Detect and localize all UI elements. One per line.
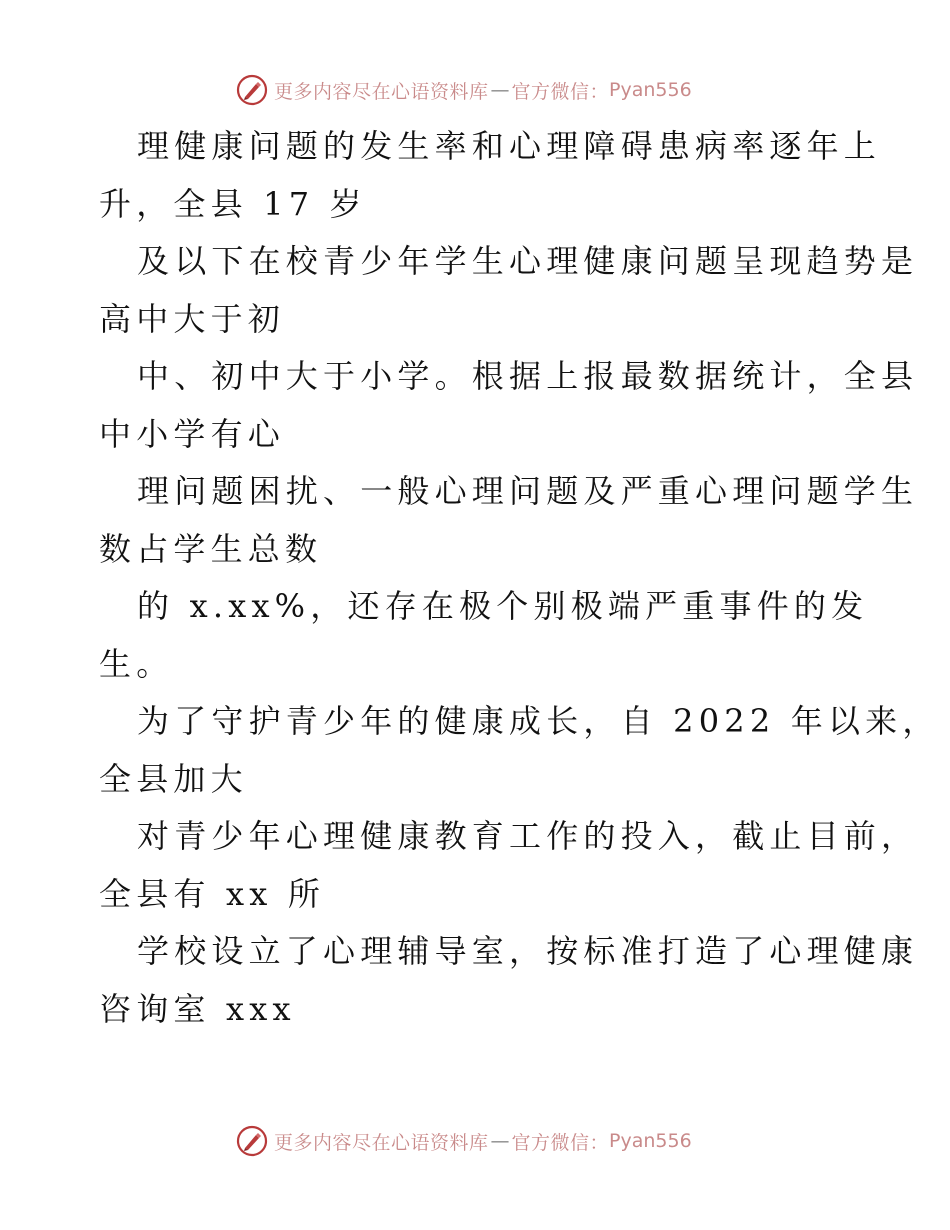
watermark-wechat-label: 官方微信： [511, 1131, 610, 1154]
watermark-separator: — [490, 1130, 510, 1152]
body-line: 为了守护青少年的健康成长，自 2022 年以来， [137, 702, 940, 740]
document-body [99, 118, 940, 1038]
watermark-text: 更多内容尽在心语资料库 [274, 80, 489, 103]
body-line: 对青少年心理健康教育工作的投入，截止目前， [137, 817, 919, 855]
body-line: 及以下在校青少年学生心理健康问题呈现趋势是 [137, 242, 919, 280]
body-line: 全县加大 [99, 759, 248, 798]
body-line: 咨询室 xxx [99, 989, 296, 1028]
watermark-wechat-id: Pyan556 [609, 79, 692, 101]
body-line: 中、初中大于小学。根据上报最数据统计，全县 [137, 357, 919, 395]
body-line: 理问题困扰、一般心理问题及严重心理问题学生 [137, 472, 919, 510]
body-line: 学校设立了心理辅导室，按标准打造了心理健康 [137, 932, 919, 970]
footer-watermark [236, 1124, 692, 1158]
body-line: 中小学有心 [99, 414, 286, 453]
pen-logo-icon [236, 1125, 268, 1157]
body-line: 数占学生总数 [99, 529, 323, 568]
pen-logo-icon [236, 74, 268, 106]
watermark-separator: — [490, 79, 510, 101]
body-line: 全县有 xx 所 [99, 874, 326, 913]
body-line: 理健康问题的发生率和心理障碍患病率逐年上 [137, 127, 882, 165]
body-line: 高中大于初 [99, 299, 286, 338]
watermark-wechat-id: Pyan556 [609, 1130, 692, 1152]
body-line: 升，全县 17 岁 [99, 184, 367, 223]
watermark-wechat-label: 官方微信： [511, 80, 610, 103]
watermark-text: 更多内容尽在心语资料库 [274, 1131, 489, 1154]
body-line: 的 x.xx%，还存在极个别极端严重事件的发 [137, 587, 869, 625]
body-line: 生。 [99, 644, 174, 683]
header-watermark [236, 73, 692, 107]
